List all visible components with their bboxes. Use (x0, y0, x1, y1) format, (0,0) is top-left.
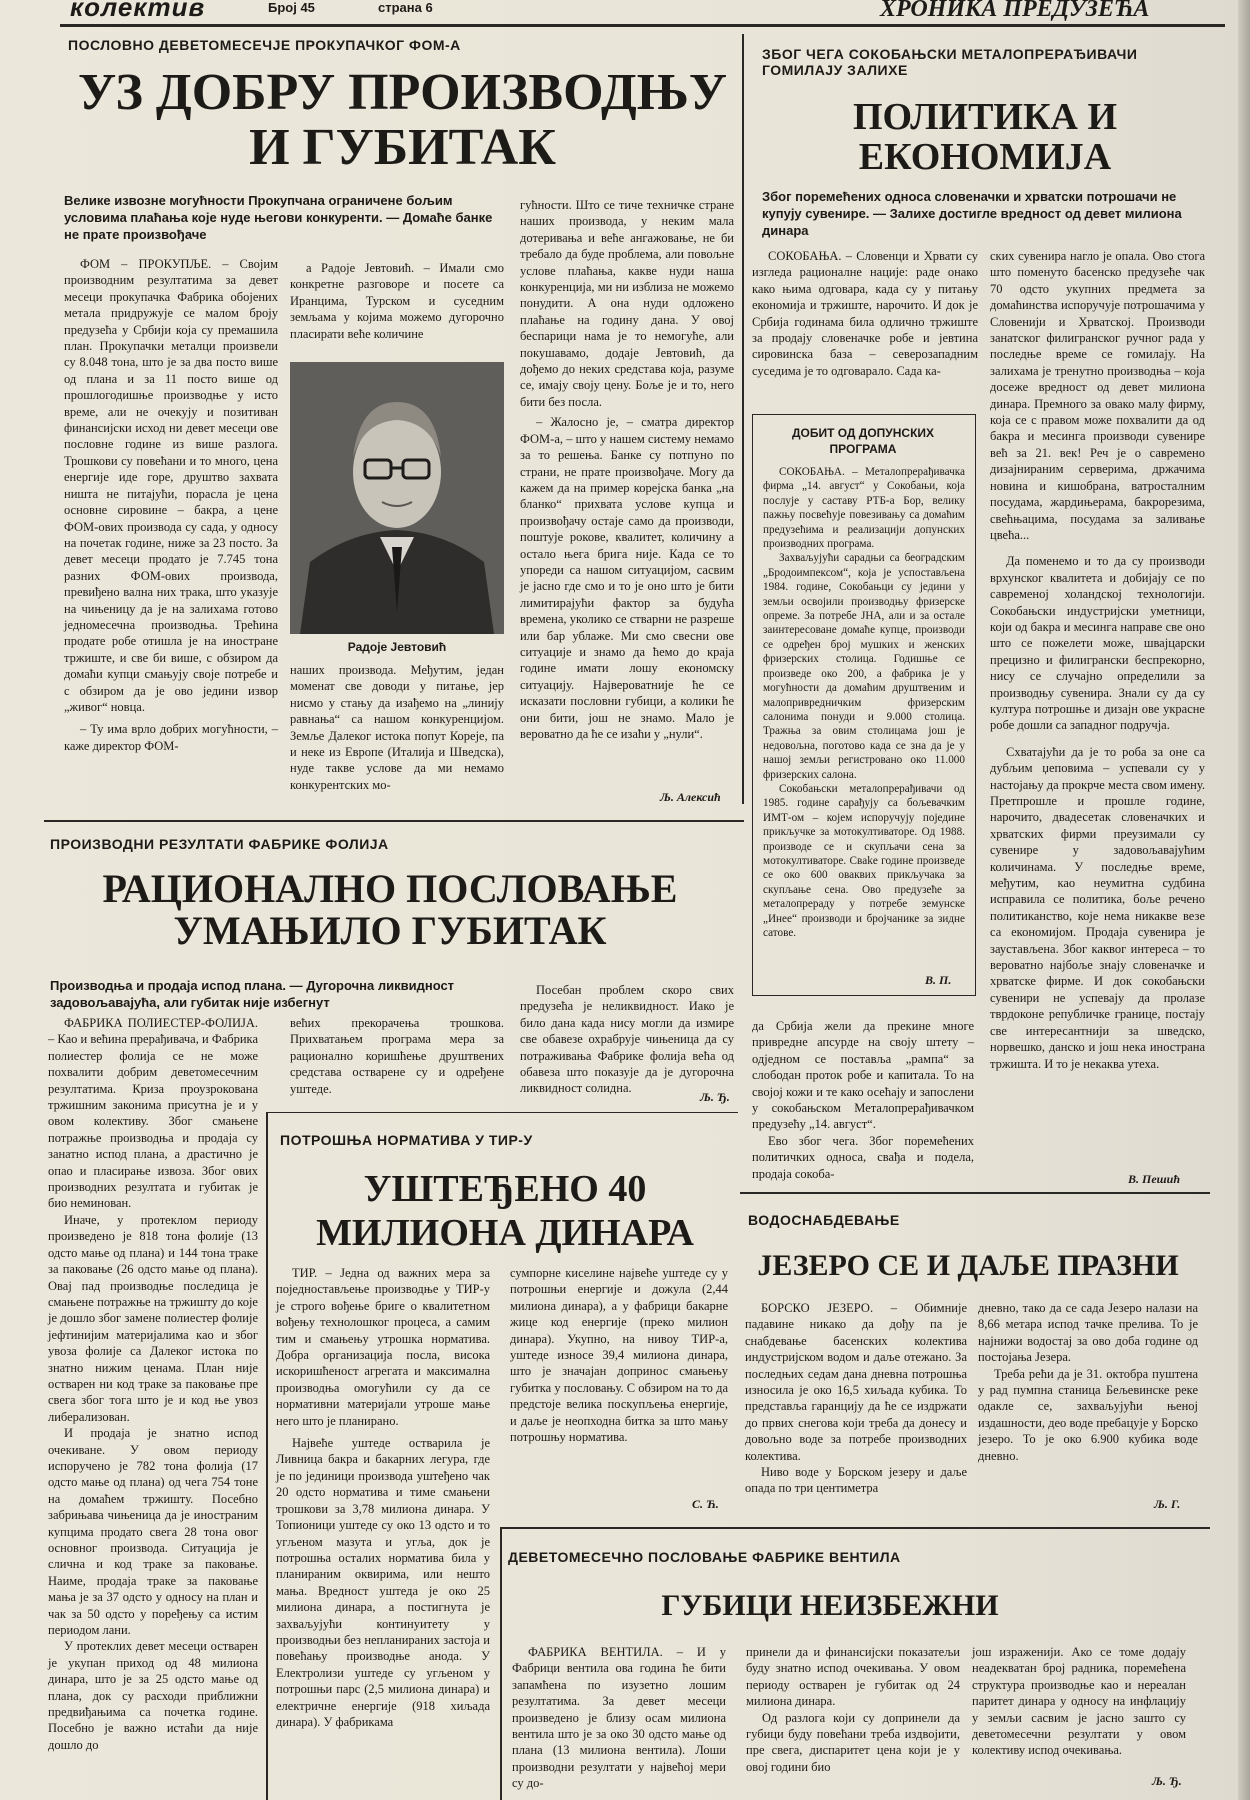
article2-col1: СОКОБАЊА. – Словенци и Хрвати су изгледа рационалне нације: раде онако како њима одговара, када су у питању економија и тржиште, нарочито. И док је Србија годинама била одлично тржиште за продају словеначке робе и јевтина сировинска база – северозападним суседима је то одговарало. Сада ка- (752, 249, 978, 378)
article3-lead: Производња и продаја испод плана. — Дугорочна ликвидност задовољавајућа, али губитак није избегнут (50, 978, 455, 1010)
article4-col2: сумпорне киселине највеће уштеде су у потрошњи енергије и дожула (2,44 милиона динара), а у фабрици бакарне жице код енергије (преко милион динара). Укупно, на нивоу ТИР-а, уштеде износе 39,4 милиона динара, што је значајан допринос смањењу губитка у пословању. С обзиром на то да предстоје велика поскупљења енергије, и даље је неопходна битка за што мању потрошњу норматива. (510, 1266, 728, 1445)
article6-col1: ФАБРИКА ВЕНТИЛА. – И у Фабрици вентила ова година ће бити запамћена по изузетно лошим резултатима. За девет месеци произведено је близу осам милиона вентила што је за око 30 одсто мање од плана (13 милиона вентила). Лоши производни резултати у највећој мери су до- (512, 1645, 726, 1791)
article1-col3: гућности. Што се тиче техничке стране наших производа, у неким мала дотеривања и веће ангажовање, не би требало да буде проблема, али повољне услове плаћања, какве нуди наша конкуренција, ми ни изблиза не можемо понудити. А она нуди одложено плаћање на годину дана. У овој беспарици нама је то немогуће, али покушавамо, додаје Јевтовић, да дођемо до неких средстава која, разуме се, имају своју цену. Боље је и то, него бити без посла. – Жалосно је, – сматра директор ФОМ-а, – што у нашем систему немамо за то решења. Банке су потпуно по страни, не прате произвођаче. Могу да кажем да на пример корејска банка „на бланко“ прихвата услове купца и произвођачу остаје само да производи, поштује рокове, квалитет, количину а остало њега брига није. Када се то упореди са нашом ситуацијом, сасвим је јасно где смо и то је оно што је бити лимитирајући фактор за будућа времена, уколико се стварни не разреше или бар ублаже. Ми смо свесни ове ситуације и знамо да ћемо до краја године имати лошу економску ситуацију. Највероватније ће се исказати пословни губици, а колики ће они бити, још не знамо. Мало је вероватно да ће се изаћи у „нули“. (520, 198, 734, 741)
portrait-figure (290, 362, 504, 634)
masthead-section: ХРОНИКА ПРЕДУЗЕЋА (880, 0, 1150, 22)
article6-kicker: ДЕВЕТОМЕСЕЧНО ПОСЛОВАЊЕ ФАБРИКЕ ВЕНТИЛА (508, 1549, 901, 1565)
article1-lead: Велике извозне могућности Прокупчана ограничене бољим условима плаћања које нуде његови конкуренти. — Домаће банке не прате произвођаче (64, 193, 493, 242)
article3-kicker: ПРОИЗВОДНИ РЕЗУЛТАТИ ФАБРИКЕ ФОЛИЈА (50, 836, 389, 852)
article5-kicker: ВОДОСНАБДЕВАЊЕ (748, 1212, 900, 1228)
article1-headline: УЗ ДОБРУ ПРОИЗВОДЊУ И ГУБИТАК (78, 64, 727, 176)
article5-top-rule (740, 1192, 1210, 1194)
article6-top-rule (500, 1527, 1210, 1529)
article1-col2b: наших производа. Међутим, један моменат све доводи у питање, јер нисмо у стању да изађемо на „линију равнања“ са нашом конкуренцијом. Земље Далеког истока попут Кореје, па и неке из Европе (Италија и Шведска), нуде такве услове да ми немамо конкурентских мо- (290, 663, 504, 792)
portrait-photo (290, 362, 504, 634)
article2-col2: ских сувенира нагло је опала. Ово стога што поменуто басенско предузеће чак 70 одсто укупних предмета за домаћинства испоручује потрошачима у Словенији и Хрватској. Производи занатског филигранског ручног рада у последње време се гомилају. На залихама је тренутно производња – која досеже вредност од девет милиона динара. Премного за овако малу фирму, која се с правом може похвалити да од бакра и месинга производи сувенире већ за 21. век! Реч је о савремено дизајнираним серверима, држачима новина и кишобрана, ватросталним посудама, жардињерама, бакрорезима, свећњацима, посудама за заливање цвећа... Да поменемо и то да су производи врхунског квалитета и добијају се по савременој холандској технологији. Сокобањски индустријски уметници, који од бакра и месинга направе све оно што се пожелети може, швајцарски прецизно и филигрански беспрекорно, нису се случајно определили за производњу сувенира. Знали су да су култура потрошње и дизајн ове украсне робе дошли са западног подручја. Схватајући да је то роба за оне са дубљим џеповима – успевали су у настојању да прокрче места свом имену. Претпрошле и прошле године, нарочито, двадесетак словеначких и хрватских фирми преузимали су сувенире у задовољавајућим количинама. У последње време, међутим, као неумитна судбина исправила се политика, боље речено политиканство, које нема никакве везе са економијом. Продаја сувенира је заустављена. Због каквог интереса – то вероватно најбоље знају словеначке и хрватске фирме. И док сокобањски сувенири не успевају да пролазе тврдоконе републичке границе, постају све интересантнији за шведско, норвешко, данско и још нека инострана тржишта. И то је некаква утеха. (990, 249, 1205, 1071)
page-edge (1238, 0, 1250, 1800)
masthead-logo: колектив (70, 0, 206, 22)
masthead-rule (60, 24, 1225, 27)
article5-col1: БОРСКО ЈЕЗЕРО. – Обимније падавине никако да дођу па је снабдевање басенских колектива индустријском водом и даље отежано. За последњих седам дана дневна потрошња износила је око 16,5 хиљада кубика. То представља гаранцију да ће се издржати до првих снегова који треба да донесу и довољно воде за потребе производних колектива. Ниво воде у Борском језеру и даље опада по три центиметра (745, 1301, 967, 1496)
article1-col2a: а Радоје Јевтовић. – Имали смо конкретне разговоре и посете са Иранцима, Турском и суседним земљама у којима можемо дугорочно пласирати веће количине (290, 261, 504, 341)
article1-signature: Љ. Алексић (660, 790, 721, 804)
article3-signature: Љ. Ђ. (700, 1090, 730, 1104)
article4-frame (268, 1112, 738, 1113)
article6-left-rule (500, 1527, 502, 1800)
article5-headline: ЈЕЗЕРО СЕ И ДАЉЕ ПРАЗНИ (757, 1249, 1179, 1282)
masthead-page: страна 6 (378, 0, 433, 15)
article2-kicker: ЗБОГ ЧЕГА СОКОБАЊСКИ МЕТАЛОПРЕРАЂИВАЧИ ГОМИЛАЈУ ЗАЛИХЕ (762, 46, 1138, 78)
article4-col1: ТИР. – Једна од важних мера за поједностављење производње у ТИР-у је строго вођење бриге о квалитетном вођењу технолошког процеса, а самим тим и смањењу утрошка норматива. Добра организација посла, висока искоришћеност агрегата и максимална производња омогућили су да се нормативни материјали утроше мање него што је планирано. Највеће уштеде остварила је Ливница бакра и бакарних легура, где је по јединици производа уштеђено чак 20 одсто норматива и тиме смањени трошкови за 3,78 милиона динара. У Топионици уштеде су око 13 одсто и то угљеном мазута и угља, док је потрошња осталих норматива била у планираним оквирима, или нешто мања. Вредност уштеда је око 25 милиона динара, а постигнута је захваљујући континуитету у производњи без непланираних застоја и повећању производње анода. У Електролизи уштеде су угљеном у потрошњи парс (2,5 милиона динара) и електричне енергије (918 хиљада динара). У фабрикама (276, 1266, 490, 1729)
article3-col3: Посебан проблем скоро свих предузећа је неликвидност. Иако је било дана када нису могли да измире све обавезе охрабрује чињеница да су потраживања Фабрике фолија већа од обавеза што показује да је дугорочна ликвидност солидна. (520, 983, 734, 1096)
article4-kicker: ПОТРОШЊА НОРМАТИВА У ТИР-У (280, 1132, 533, 1148)
article2-lead: Због поремећених односа словеначки и хрватски потрошачи не купују сувенире. — Залихе достигле вредност од девет милиона динара (762, 189, 1182, 238)
article1-col1: ФОМ – ПРОКУПЉЕ. – Својим производним резултатима за девет месеци прокупачка Фабрика обојених метала придружује се малом броју предузећа у Србији која су премашила план. Прокупачки металци произвели су 8.048 тона, што је за два посто више од плана и за 11 посто више од прошлогодишње производње у исто време, али не очекују и позитиван финансијски исход ни девет месеци ове пословне године из више разлога. Трошкови су повећани и то много, цена енергије иде горе, друштво захвата ништа не питајући, порасла је цена основне сировине – бакра, а цене ФОМ-ових производа су сада, у односу на почетак године, ниже за 23 посто. За девет месеци продато је 7.745 тона разних ФОМ-ових производа, превиђено вална них трака, што указује на чињеницу да је на залихама готово једномесечна производња. Трећина продате робе отишла је на иностране тржиште, и све би више, с обзиром да домаћи купци смањују своје потребе и с обзиром да је ово једини извор „живог“ новца. – Ту има врло добрих могућности, – каже директор ФОМ- (64, 257, 278, 753)
article2-signature: В. Пешић (1128, 1172, 1181, 1186)
article3-col2: већих прекорачења трошкова. Прихватањем програма мера за рационално коришћење друштвених средстава остварене су и одређене уштеде. (290, 1016, 504, 1096)
article2-col3: да Србија жели да прекине многе привредне апсурде на своју штету – одједном се поставља „рампа“ за слободан проток робе и капитала. То на својој кожи и те како осећају и запослени у сокобањском Металопрерађивачком предузећу „14. август“. Ево због чега. Због поремећених политичких односа, свађа и подела, продаја сокоба- (752, 1019, 974, 1181)
article5-signature: Љ. Г. (1154, 1497, 1181, 1511)
article6-signature: Љ. Ђ. (1152, 1774, 1182, 1788)
box-text: СОКОБАЊА. – Металопрерађивачка фирма „14. август“ у Сокобањи, која послује у саставу РТБ-а Бор, велику пажњу посвећује повезивању са домаћим предузећима и реализацији допунских производних програма. Захваљујући сарадњи са београдским „Бродоимпексом“, која је успостављена 1984. године, Сокобањци су једини у земљи освојили производњу фризерске опреме. За потребе ЈНА, али и за остале заинтересоване домаће купце, производи се одређен број мушких и женских фризерских столица. Годишње се произведе око 200, а фабрика је у могућности да домаћим друштвеним и малопривредничким фризерским салонима понуди и 9.000 столица. Тражња за овим столицама још је недовољна, поготово када се зна да је у нашој земљи регистровано око 11.000 фризерских салона. Сокобањски металопрерађивачи од 1985. године сарађују са бољевачким ИМТ-ом – којем испоручују поједине прикључке за мотокултиваторе. Од 1988. производе се и скупљачи сена за мотокултиваторе. Свake године произведе се око 600 оваквих прикључака за скупљање сена. Ово предузеће за металопрераду у потребе земунске „Инее“ производи и бројчанике за зидне сатове. (763, 466, 965, 939)
article6-col2: принели да и финансијски показатељи буду знатно испод очекивања. У овом периоду остварен је губитак од 24 милиона динара. Од разлога који су допринели да губици буду повећани треба издвојити, пре свега, диспаритет цена који је у овој години био (746, 1645, 960, 1774)
article3-headline: РАЦИОНАЛНО ПОСЛОВАЊЕ УМАЊИЛО ГУБИТАК (102, 866, 678, 953)
article6-headline: ГУБИЦИ НЕИЗБЕЖНИ (661, 1589, 999, 1622)
article3-col1: ФАБРИКА ПОЛИЕСТЕР-ФОЛИЈА. – Као и већина прерађивача, и Фабрика полиестер фолија се не може похвалити добрим деветомесечним резултатима. Криза проузрокована тржишним законима присутна је и у овом колективу. Због смањене потражње производња и продаја су занатно испод плана, а драстично је опао и пласирање извоза. Због ових производних резултата и губитак је био неминован. Иначе, у протеклом периоду произведено је 818 тона фолије (13 одсто мање од плана) и 144 тона траке за паковање (26 одсто мање од плана). Овај пад производње последица је смањене потражње на тржишту до које је дошло због замене полиестер фолије јефтинијим материјалима као и због увоза фолије са Далеког истока по знатно нижим ценама. План није остварен ни код траке за паковање пре свега због тога што је и код ње увоз либерализован. И продаја је знатно испод очекиване. У овом периоду испоручено је 782 тона фолија (17 одсто мање од плана) од чега 754 тоне на домаћем тржишту. Посебно забрињава чињеница да је иностраним купцима продато свега 28 тона овог основног производа. Ситуација је слична и код траке за паковање. Наиме, продаја траке за паковање мања је за 37 одсто у односу на план и чак за 50 одсто у поређењу са истим периодом лани. У протеклих девет месеци остварен је укупан приход од 48 милиона динара, што је за 25 одсто мање од плана, док су расходи приближни предвиђањима са почетка године. Посебно је важно истаћи да није дошло до (48, 1016, 258, 1752)
article4-headline: УШТЕЂЕНО 40 МИЛИОНА ДИНАРА (316, 1168, 694, 1254)
sidebar-box (752, 414, 976, 996)
article5-col2: дневно, тако да се сада Језеро налази на 8,66 метара испод тачке прелива. То је најнижи водостај за ово доба године од постојања Језера. Треба рећи да је 31. октобра пуштена у рад пумпна станица Бељевинске реке одакле се, захваљујући њеној издашности, део воде пребацује у Борско језеро. То је око 6.900 кубика воде дневно. (978, 1301, 1198, 1463)
article4-left-rule (266, 1112, 268, 1800)
article1-kicker: ПОСЛОВНО ДЕВЕТОМЕСЕЧЈЕ ПРОКУПАЧКОГ ФОМ-А (68, 37, 461, 53)
box-title: ДОБИТ ОД ДОПУНСКИХ ПРОГРАМА (791, 426, 935, 456)
section-rule (44, 820, 744, 822)
masthead-issue: Број 45 (268, 0, 315, 15)
article6-col3: још израженији. Ако се томе додају неадекватан број радника, поремећена структура производње као и нереалан паритет динара у односу на инфлацију у земљи сасвим је јасно зашто су деветомесечни резултати у овом колективу испод очекивања. (972, 1645, 1186, 1758)
article4-signature: С. Ћ. (692, 1497, 719, 1511)
column-divider (742, 34, 744, 804)
box-signature: В. П. (925, 973, 952, 987)
article2-headline: ПОЛИТИКА И ЕКОНОМИЈА (852, 96, 1118, 178)
photo-caption: Радоје Јевтовић (347, 640, 447, 654)
